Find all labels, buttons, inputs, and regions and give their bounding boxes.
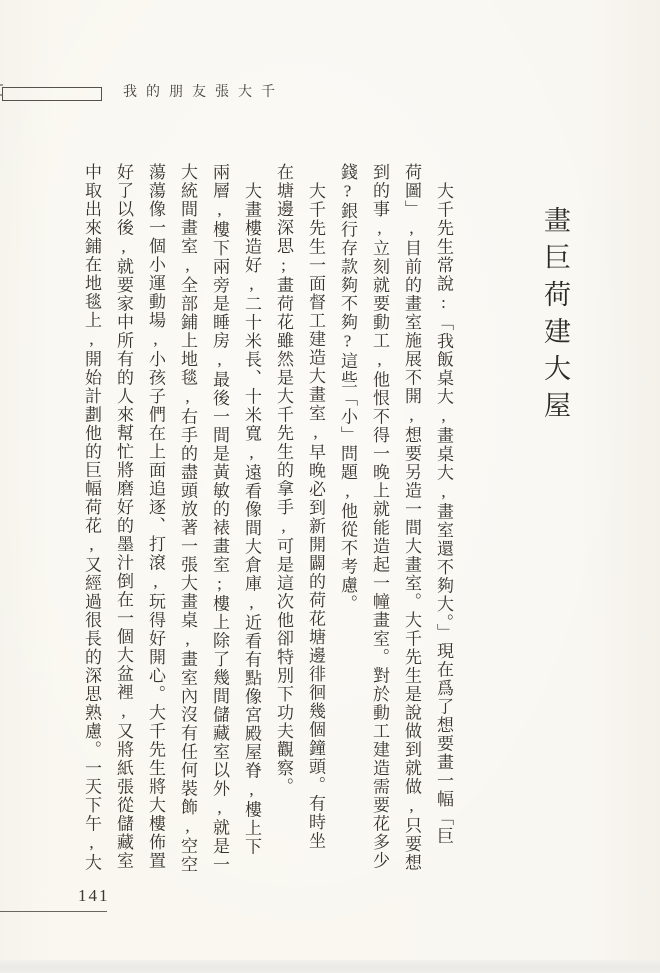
text-column: 在塘邊深思;畫荷花雖然是大千先生的拿手,可是這次他卻特別下功夫觀察。	[274, 163, 293, 796]
text-column: 荷圖」,目前的畫室施展不開,想要另造一間大畫室。大千先生是說做到就做,只要想	[402, 163, 421, 872]
text-column: 錢?銀行存款夠不夠?這些「小」問題,他從不考慮。	[338, 163, 357, 613]
text-column: 兩層,樓下兩旁是睡房,最後一間是黃敏的裱畫室;樓上除了幾間儲藏室以外,就是一	[210, 163, 229, 874]
scan-edge-artifact	[0, 960, 660, 973]
text-column: 到的事,立刻就要動工,他恨不得一晚上就能造起一幢畫室。對於動工建造需要花多少	[370, 163, 389, 870]
text-column: 中取出來鋪在地毯上,開始計劃他的巨幅荷花,又經過很長的深思熟慮。一天下午,大	[82, 163, 101, 872]
text-column: 好了以後,就要家中所有的人來幫忙將磨好的墨汁倒在一個大盆裡,又將紙張從儲藏室	[114, 163, 133, 870]
text-column: 大畫樓造好,二十米長、十米寬,遠看像間大倉庫,近看有點像宮殿屋脊,樓上下	[242, 182, 261, 856]
text-column: 大統間畫室,全部鋪上地毯,右手的盡頭放著一張大畫桌,畫室內沒有任何裝飾,空空	[178, 163, 197, 874]
chapter-title: 畫巨荷建大屋	[540, 206, 570, 428]
page-number: 141	[78, 886, 110, 905]
text-column: 大千先生常說:「我飯桌大,畫桌大,畫室還不夠大。」現在爲了想要畫一幅「巨	[434, 182, 453, 846]
text-column: 大千先生一面督工建造大畫室,早晚必到新開闢的荷花塘邊徘徊幾個鐘頭。有時坐	[306, 182, 325, 850]
footer-rule	[0, 911, 107, 912]
running-title: 我的朋友張大千	[123, 85, 284, 100]
text-column: 蕩蕩像一個小運動場,小孩子們在上面追逐、打滾,玩得好開心。大千先生將大樓佈置	[146, 163, 165, 870]
